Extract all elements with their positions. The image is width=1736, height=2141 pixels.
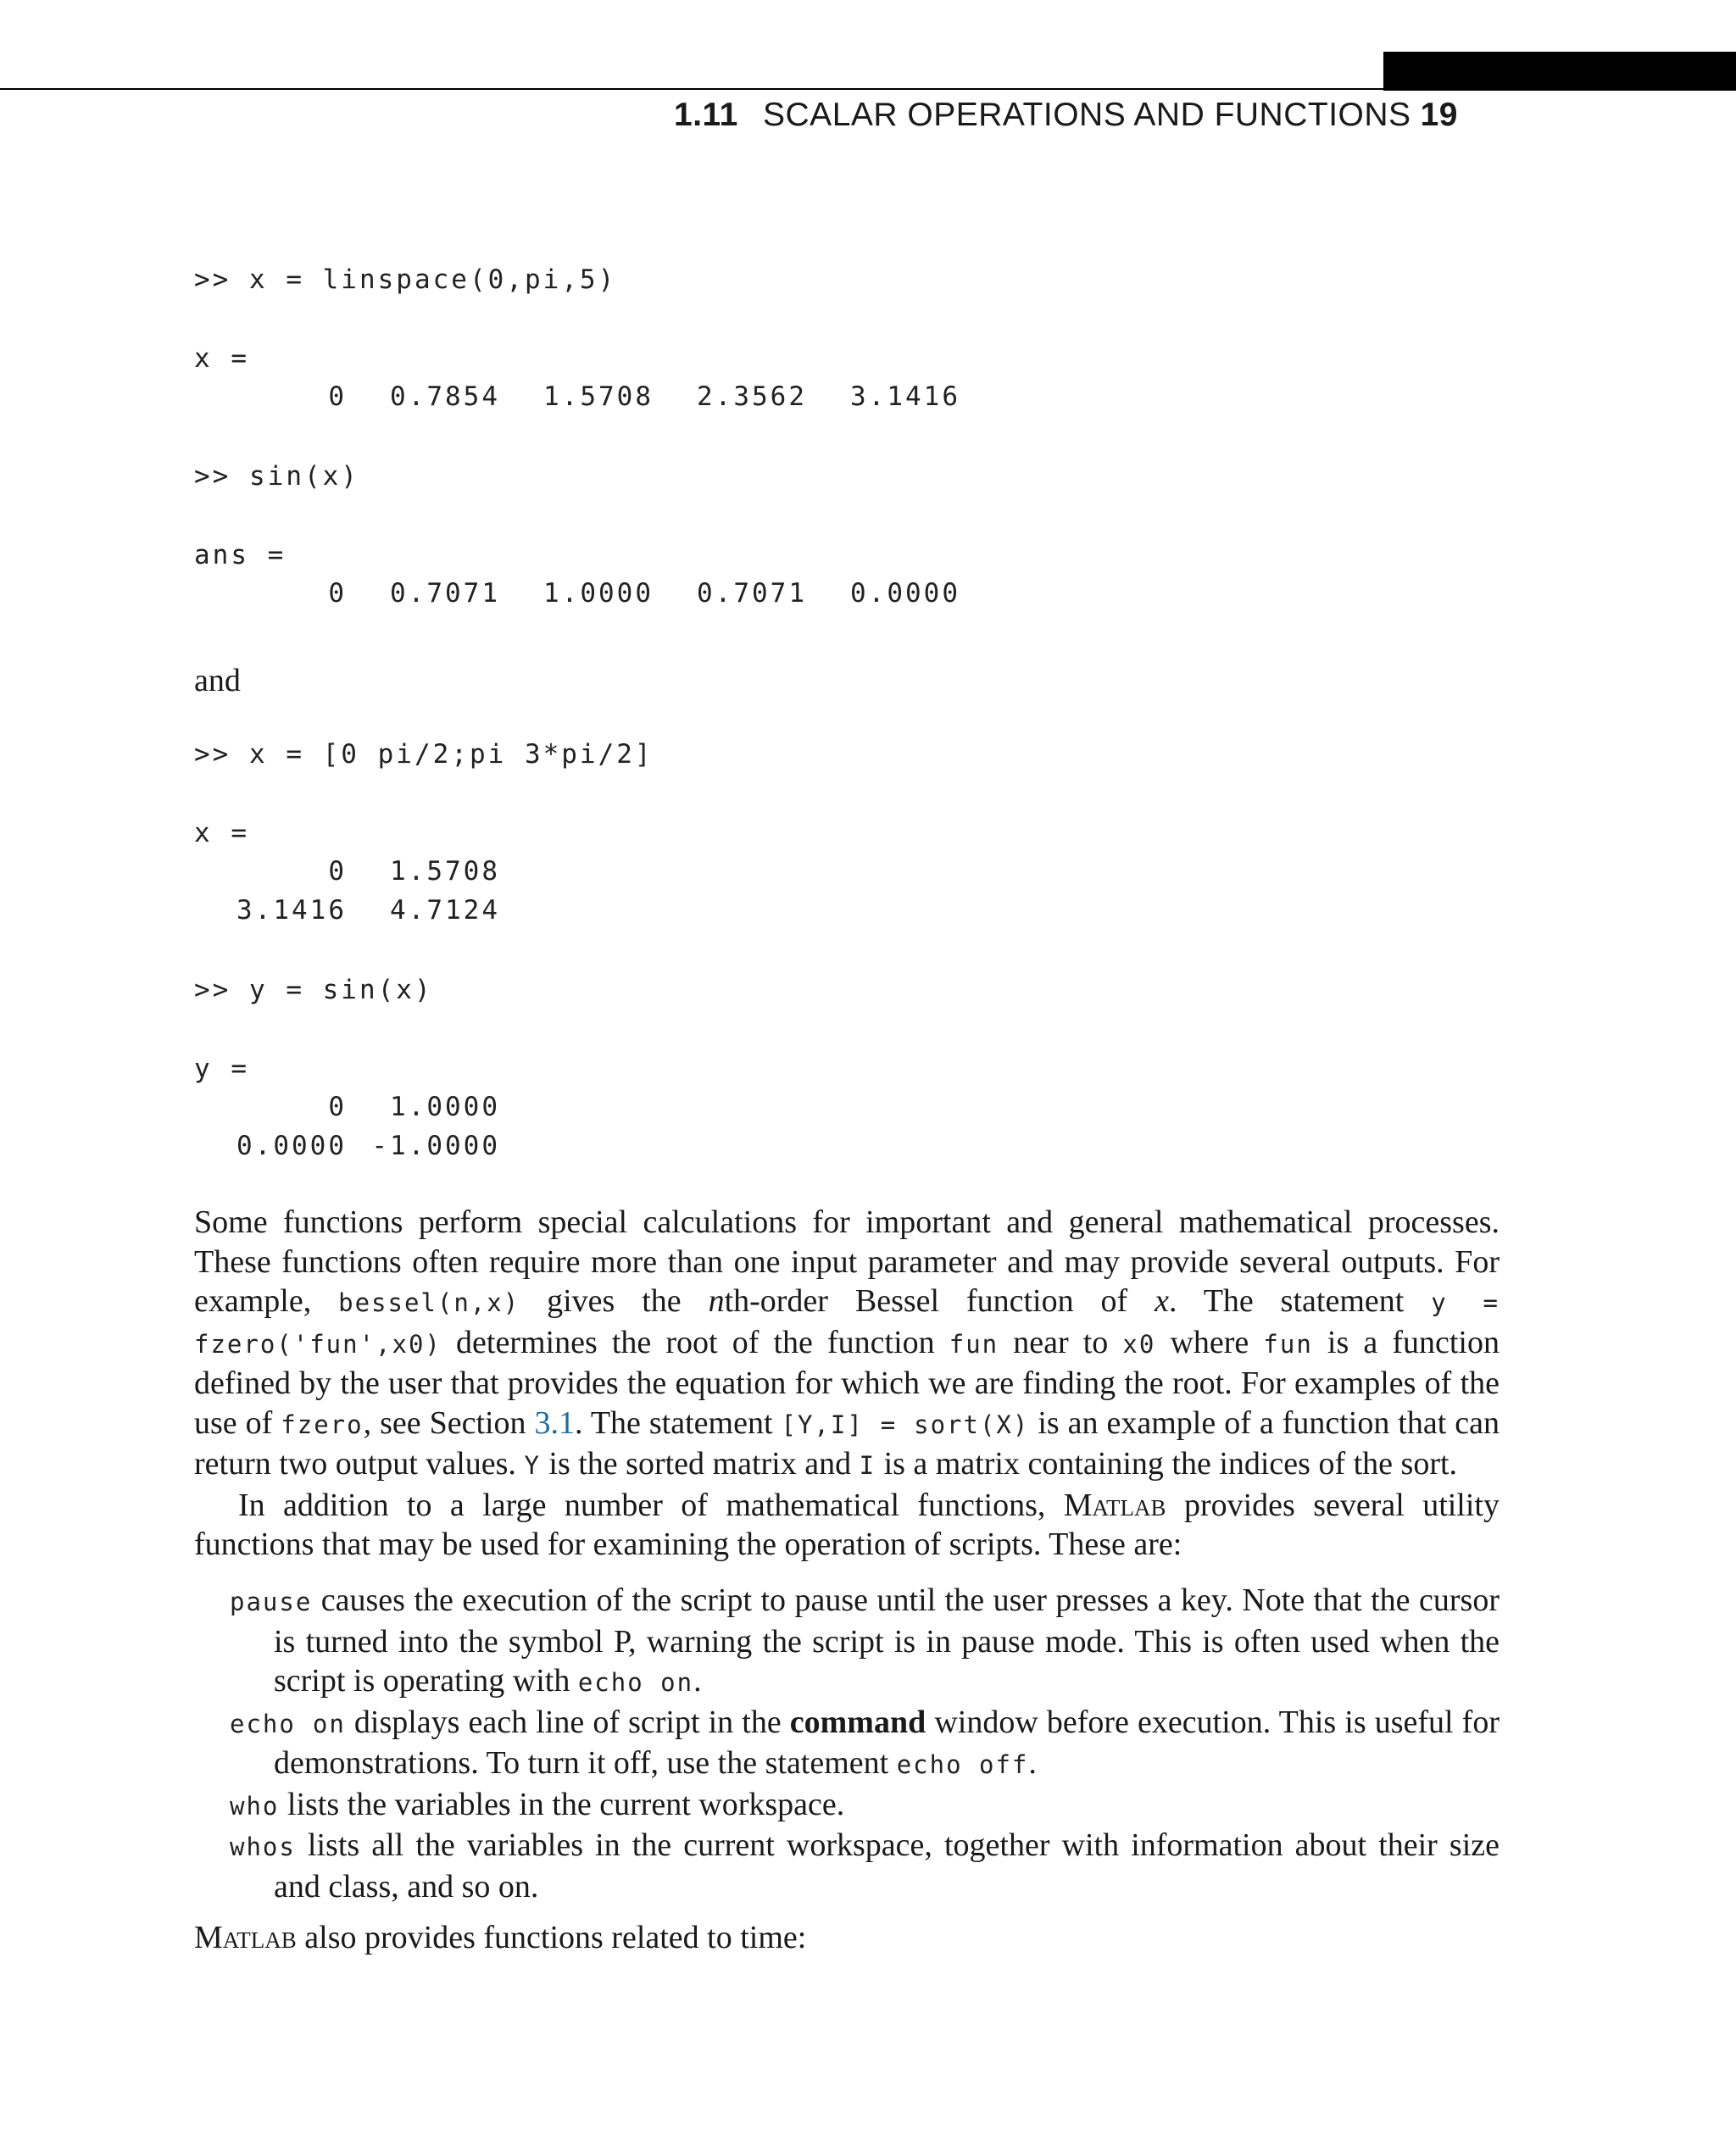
utility-name: pause: [230, 1588, 313, 1616]
text-run: In addition to a large number of mathematical functions,: [238, 1487, 1064, 1523]
paragraph-functions: [194, 1203, 1500, 1486]
text-run: is a function defined by the user that provides the equation for which we are finding the root. For examples of the use of: [194, 1324, 1500, 1441]
code-output-label: x =: [194, 343, 249, 374]
section-link[interactable]: 3.1: [534, 1404, 576, 1441]
code-command: >> sin(x): [194, 461, 359, 492]
matrix-cell: 0: [328, 381, 347, 412]
matrix-cell: 1.5708: [390, 856, 500, 887]
code-x0: x0: [1122, 1329, 1156, 1359]
and-text: and: [194, 663, 241, 698]
text-run: . The statement: [1168, 1283, 1432, 1319]
utility-name: echo on: [230, 1709, 346, 1738]
text-run: near to: [999, 1324, 1123, 1360]
code-y: Y: [524, 1451, 541, 1480]
section-title: SCALAR OPERATIONS AND FUNCTIONS: [763, 97, 1411, 133]
matrix-cell: 0.7071: [390, 578, 500, 609]
matrix-cell: 3.1416: [236, 895, 347, 926]
utility-item-pause: [230, 1581, 1500, 1703]
matrix-cell: 0.0000: [236, 1131, 347, 1161]
text-run: th-order Bessel function of: [724, 1283, 1155, 1319]
matrix-row: [194, 578, 1042, 612]
matrix-cell: 0: [328, 578, 347, 609]
utility-desc: window before execution. This is useful for demonstrations. To turn it off, use the statement: [274, 1704, 1500, 1781]
code-command: >> x = linspace(0,pi,5): [194, 264, 617, 295]
utility-name: who: [230, 1791, 280, 1821]
text-run: is an example of a function that can return two output values.: [194, 1404, 1500, 1482]
code-fun: fun: [1263, 1329, 1313, 1359]
utility-desc: lists all the variables in the current workspace, together with information about their size and class, and so on.: [274, 1827, 1500, 1905]
matrix-row: [194, 1092, 1042, 1126]
matlab-name: Matlab: [194, 1920, 297, 1955]
bold-command: command: [789, 1704, 926, 1740]
text-run: Some functions perform special calculations for important and general mathematical processes. These functions often require more than one input parameter and may provide several outputs. For example,: [194, 1204, 1500, 1319]
matrix-cell: 0.7854: [390, 381, 500, 412]
code-output-label: y =: [194, 1054, 249, 1084]
code-output-label: ans =: [194, 540, 287, 570]
math-x: x: [1155, 1283, 1169, 1319]
matrix-row: [194, 895, 1042, 929]
page-number: 19: [1420, 97, 1458, 133]
text-run: where: [1155, 1324, 1264, 1360]
text-run: .: [1028, 1745, 1037, 1781]
math-n: n: [708, 1283, 725, 1319]
text-run: provides several utility functions that may be used for examining the operation of scripts. These are:: [194, 1487, 1500, 1562]
utility-list: [230, 1581, 1500, 1906]
matrix-cell: 1.5708: [543, 381, 654, 412]
code-fun: fun: [949, 1329, 999, 1359]
matlab-name: Matlab: [1063, 1487, 1166, 1523]
matrix-cell: 1.0000: [390, 1092, 500, 1122]
utility-desc: displays each line of script in the: [345, 1704, 790, 1740]
paragraph-time-functions: [194, 1918, 806, 1958]
matrix-cell: 1.0000: [543, 578, 654, 609]
text-run: determines the root of the function: [441, 1324, 949, 1360]
text-run: gives the: [520, 1283, 709, 1319]
matrix-cell: 0: [328, 1092, 347, 1122]
body-paragraphs: [194, 1203, 1500, 1565]
code-command: >> y = sin(x): [194, 975, 433, 1005]
utility-desc: causes the execution of the script to pause until the user presses a key. Note that the cursor is turned into the symbol P, warning the script is in pause mode. This is often used when the script is operating with: [274, 1582, 1500, 1699]
matrix-cell: 3.1416: [850, 381, 960, 412]
matrix-cell: 0.0000: [850, 578, 960, 609]
matrix-cell: 0: [328, 856, 347, 887]
matrix-cell: -1.0000: [371, 1131, 500, 1161]
utility-item-who: [230, 1785, 1500, 1827]
matrix-cell: 2.3562: [697, 381, 807, 412]
code-sort-statement: [Y,I] = sort(X): [781, 1410, 1030, 1439]
utility-item-whos: [230, 1826, 1500, 1906]
utility-desc: lists the variables in the current workspace.: [279, 1786, 845, 1822]
code-echo-off: echo off: [896, 1750, 1029, 1779]
utility-item-echo-on: [230, 1703, 1500, 1785]
code-fzero-statement: y = fzero('fun',x0): [194, 1288, 1500, 1359]
code-i: I: [859, 1451, 876, 1480]
text-run: is the sorted matrix and: [540, 1446, 860, 1482]
matrix-row: [194, 856, 1042, 890]
text-run: . The statement: [575, 1404, 782, 1441]
header-rule: [0, 88, 1386, 90]
text-run: .: [693, 1663, 702, 1699]
matrix-cell: 4.7124: [390, 895, 500, 926]
code-fzero: fzero: [281, 1410, 364, 1439]
matrix-cell: 0.7071: [697, 578, 807, 609]
matrix-row: [194, 381, 1042, 415]
text-run: , see Section: [363, 1404, 535, 1441]
text-run: also provides functions related to time:: [296, 1920, 807, 1955]
code-echo-on: echo on: [577, 1668, 694, 1697]
code-output-label: x =: [194, 818, 249, 848]
text-run: is a matrix containing the indices of the sort.: [876, 1446, 1458, 1482]
code-command: >> x = [0 pi/2;pi 3*pi/2]: [194, 739, 654, 770]
matrix-row: [194, 1131, 1042, 1165]
header-bar: [1383, 52, 1736, 91]
running-head: [644, 95, 1458, 142]
code-bessel: bessel(n,x): [338, 1288, 520, 1317]
utility-name: whos: [230, 1832, 296, 1861]
paragraph-utilities-intro: [194, 1486, 1500, 1565]
section-number: 1.11: [674, 97, 738, 133]
